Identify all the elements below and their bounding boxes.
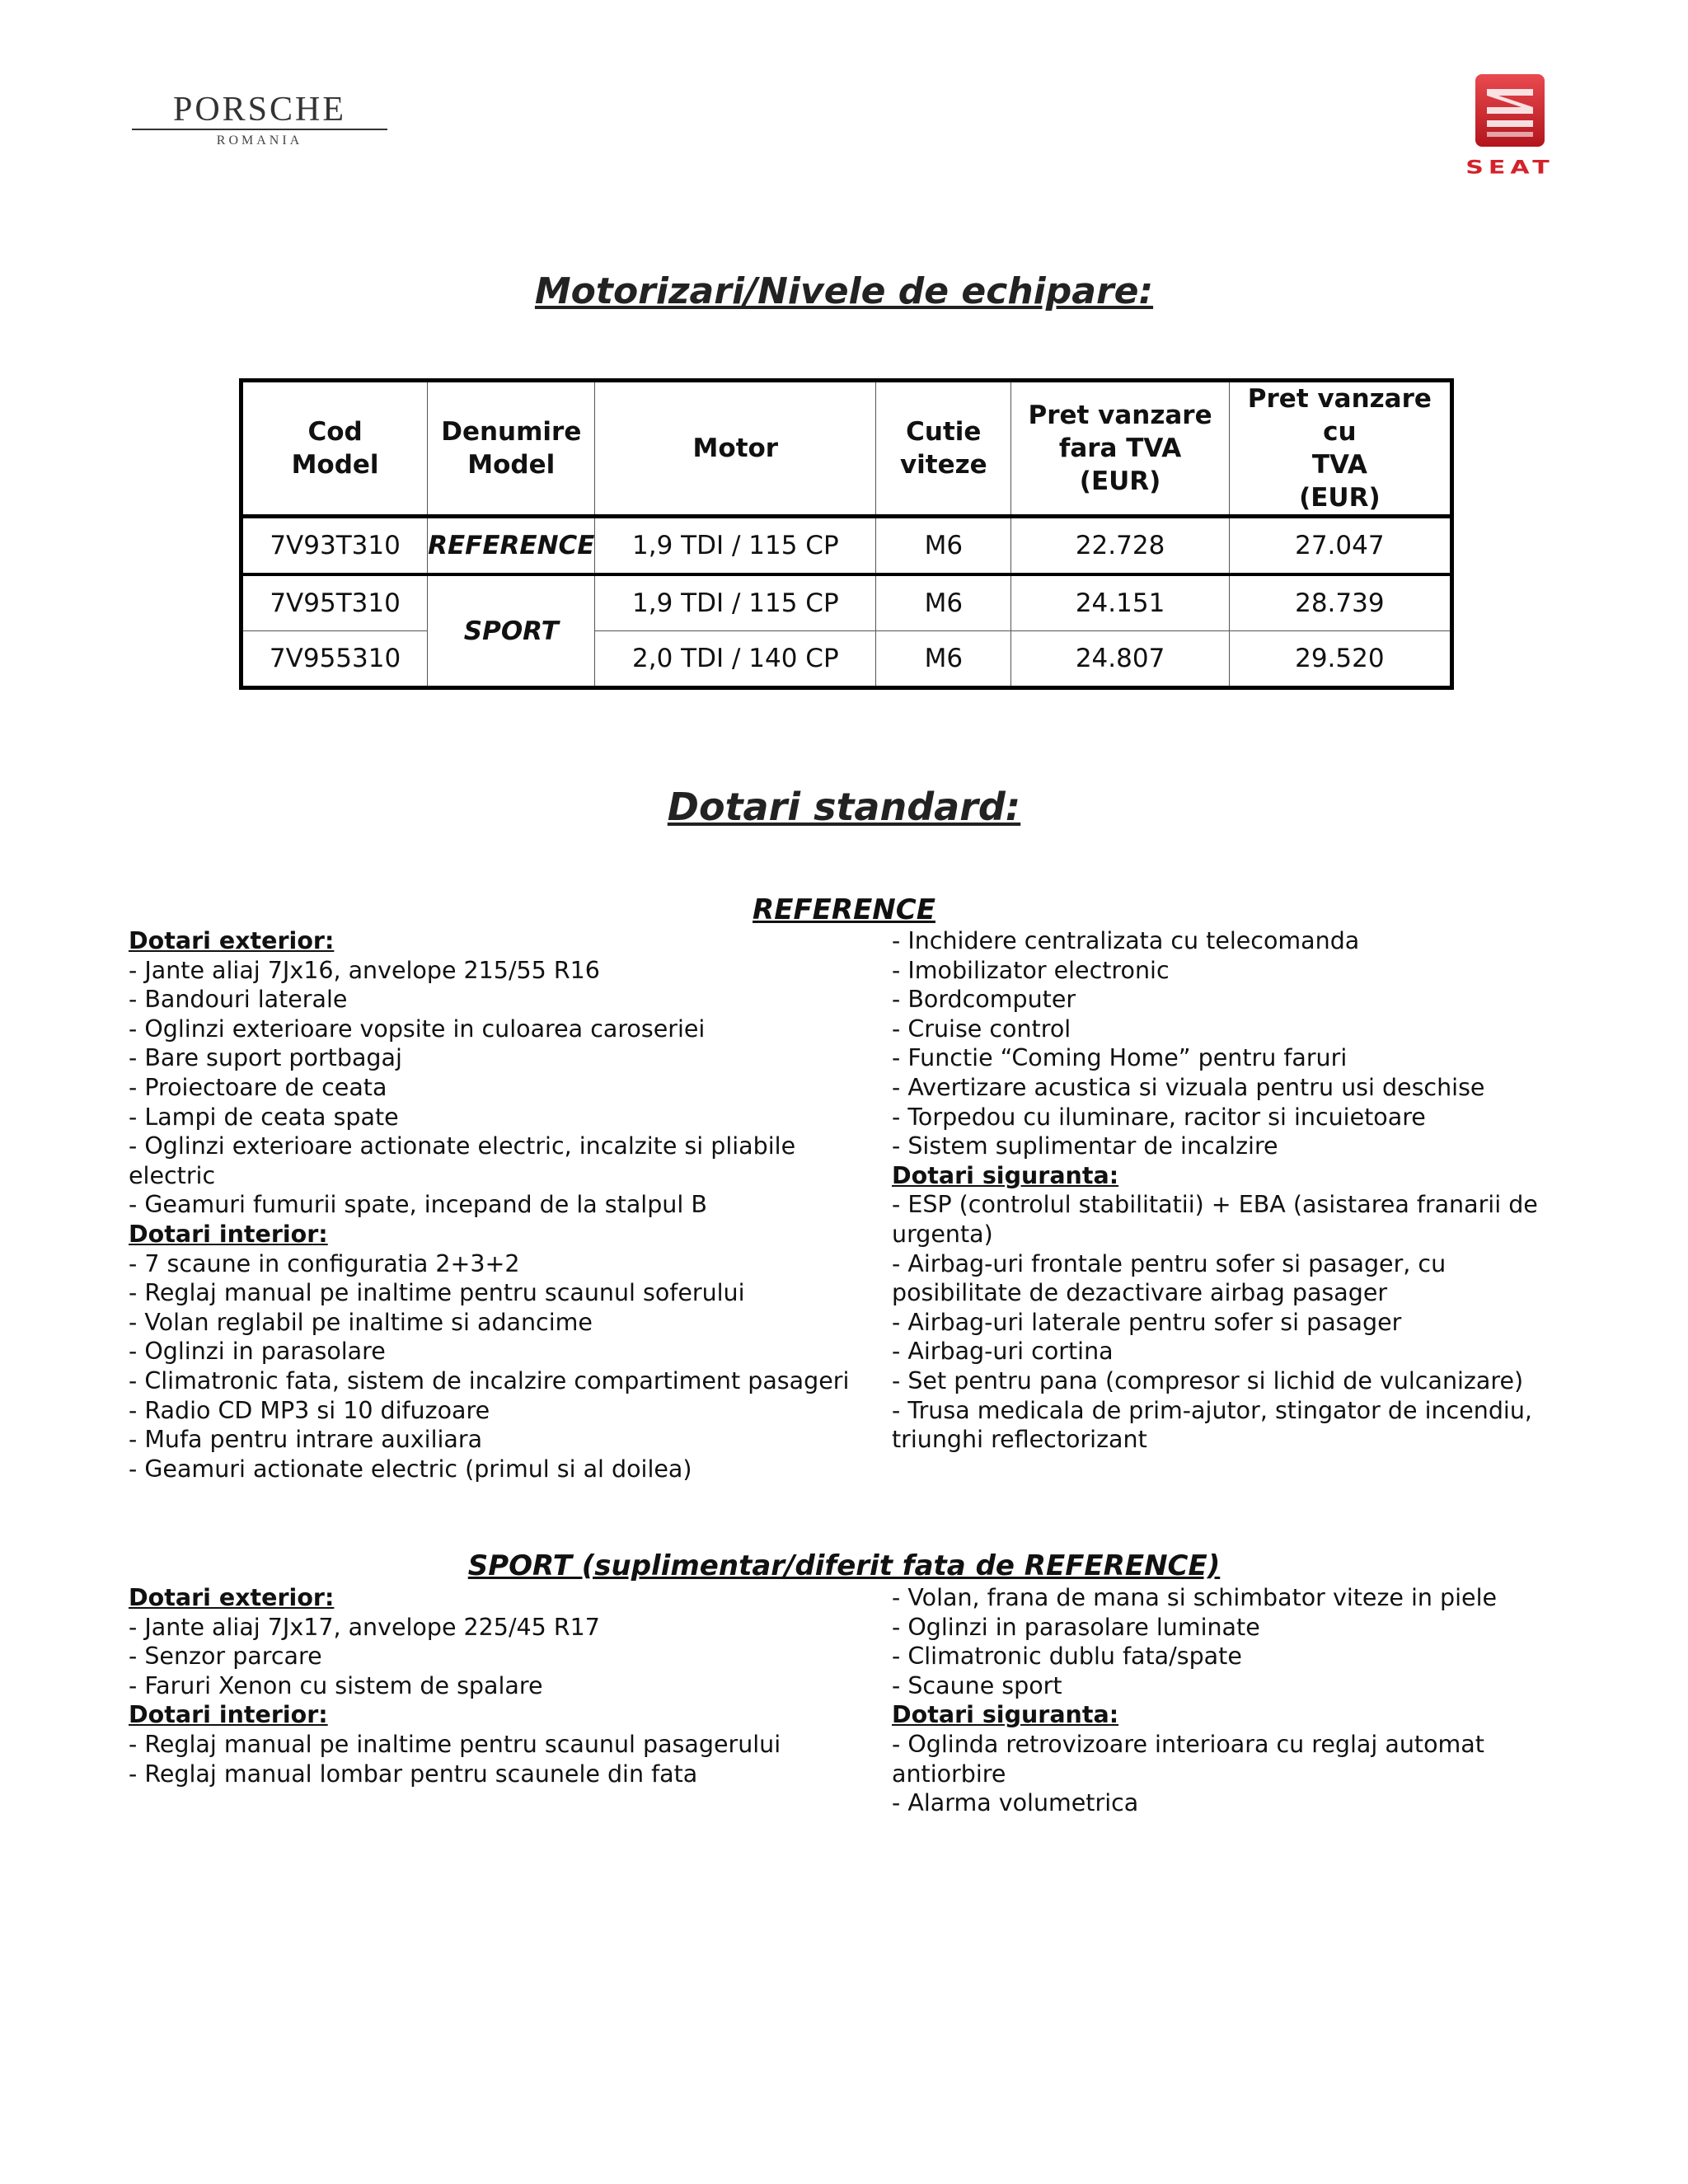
reference-right-column (892, 926, 1576, 1455)
equipment-item: - Bordcomputer (892, 986, 1076, 1014)
equipment-item: - Faruri Xenon cu sistem de spalare (129, 1671, 543, 1699)
table-row (241, 574, 1452, 631)
equipment-category-heading: Dotari interior: (129, 1701, 328, 1729)
seat-logo-word: SEAT (1465, 157, 1554, 179)
cell-denumire: SPORT (428, 574, 595, 688)
equipment-item: - Jante aliaj 7Jx16, anvelope 215/55 R16 (129, 956, 600, 984)
header-line: Cutie (906, 417, 982, 447)
header-line: (EUR) (1299, 483, 1381, 513)
equipment-item: - ESP (controlul stabilitatii) + EBA (asistarea franarii de urgenta) (892, 1191, 1538, 1248)
cell-pret-cu-tva: 27.047 (1229, 517, 1451, 575)
header-denumire-model (428, 381, 595, 517)
porsche-romania-logo (132, 92, 387, 148)
header-line: fara TVA (1058, 434, 1182, 463)
equipment-category-heading: Dotari exterior: (129, 1584, 335, 1611)
equipment-category-heading: Dotari siguranta: (892, 1161, 1119, 1189)
equipment-item: - Imobilizator electronic (892, 956, 1170, 984)
porsche-logo-word: PORSCHE (132, 92, 387, 130)
header-line: Model (467, 450, 556, 480)
cell-pret-cu-tva: 29.520 (1229, 631, 1451, 688)
reference-section-title: REFERENCE (753, 893, 935, 926)
table-header-row (241, 381, 1452, 517)
cell-pret-fara-tva: 24.807 (1011, 631, 1229, 688)
cell-cutie: M6 (876, 631, 1011, 688)
sport-right-column (892, 1583, 1576, 1818)
equipment-item: - Trusa medicala de prim-ajutor, stingator de incendiu, triunghi reflectorizant (892, 1396, 1532, 1454)
equipment-item: - Reglaj manual pe inaltime pentru scaunul soferului (129, 1279, 745, 1307)
header-pret-fara-tva (1011, 381, 1229, 517)
cell-pret-cu-tva: 28.739 (1229, 574, 1451, 631)
header-line: Model (291, 450, 379, 480)
header-motor (595, 381, 876, 517)
standard-equipment-title: Dotari standard: (667, 785, 1021, 829)
equipment-item: - Sistem suplimentar de incalzire (892, 1132, 1278, 1160)
equipment-item: - Climatronic dublu fata/spate (892, 1643, 1242, 1671)
equipment-item: - 7 scaune in configuratia 2+3+2 (129, 1249, 520, 1277)
header-pret-cu-tva (1229, 381, 1451, 517)
cell-pret-fara-tva: 22.728 (1011, 517, 1229, 575)
equipment-category-heading: Dotari siguranta: (892, 1701, 1119, 1729)
page-title: Motorizari/Nivele de echipare: (534, 270, 1154, 312)
equipment-item: - Torpedou cu iluminare, racitor si incuietoare (892, 1103, 1426, 1131)
header-line: viteze (899, 450, 987, 480)
cell-cod: 7V95T310 (241, 574, 428, 631)
seat-emblem-icon (1470, 71, 1550, 150)
header-cutie-viteze (876, 381, 1011, 517)
equipment-item: - Functie “Coming Home” pentru faruri (892, 1044, 1348, 1072)
equipment-item: - Volan, frana de mana si schimbator viteze in piele (892, 1584, 1498, 1611)
equipment-item: - Set pentru pana (compresor si lichid de vulcanizare) (892, 1366, 1524, 1394)
model-price-table (239, 378, 1454, 690)
equipment-item: - Senzor parcare (129, 1643, 322, 1671)
cell-cutie: M6 (876, 574, 1011, 631)
equipment-item: - Reglaj manual lombar pentru scaunele din fata (129, 1760, 698, 1788)
porsche-logo-sub: ROMANIA (216, 134, 303, 148)
header-line: Cod (307, 417, 363, 447)
equipment-item: - Volan reglabil pe inaltime si adancime (129, 1308, 593, 1336)
cell-cutie: M6 (876, 517, 1011, 575)
equipment-item: - Oglinzi in parasolare (129, 1338, 386, 1366)
header-line: TVA (1311, 450, 1367, 480)
equipment-item: - Airbag-uri cortina (892, 1338, 1114, 1366)
equipment-item: - Oglinda retrovizoare interioara cu reglaj automat antiorbire (892, 1730, 1484, 1788)
header-line: (EUR) (1079, 466, 1161, 496)
cell-cod: 7V93T310 (241, 517, 428, 575)
equipment-item: - Bandouri laterale (129, 986, 348, 1014)
equipment-category-heading: Dotari interior: (129, 1220, 328, 1248)
header-cod-model (241, 381, 428, 517)
header-line: Pret vanzare cu (1247, 384, 1432, 447)
equipment-item: - Oglinzi in parasolare luminate (892, 1613, 1260, 1641)
table-row (241, 631, 1452, 688)
cell-motor: 1,9 TDI / 115 CP (595, 574, 876, 631)
header-line: Pret vanzare (1028, 401, 1212, 430)
equipment-item: - Lampi de ceata spate (129, 1103, 399, 1131)
cell-motor: 1,9 TDI / 115 CP (595, 517, 876, 575)
equipment-item: - Bare suport portbagaj (129, 1044, 402, 1072)
equipment-item: - Radio CD MP3 si 10 difuzoare (129, 1396, 490, 1424)
cell-cod: 7V955310 (241, 631, 428, 688)
equipment-item: - Reglaj manual pe inaltime pentru scaunul pasagerului (129, 1730, 781, 1758)
equipment-item: - Airbag-uri laterale pentru sofer si pasager (892, 1308, 1402, 1336)
equipment-item: - Oglinzi exterioare actionate electric, incalzite si pliabile electric (129, 1132, 796, 1189)
equipment-item: - Scaune sport (892, 1671, 1062, 1699)
header-line: Denumire (441, 417, 582, 447)
equipment-item: - Oglinzi exterioare vopsite in culoarea caroseriei (129, 1015, 706, 1043)
cell-pret-fara-tva: 24.151 (1011, 574, 1229, 631)
cell-motor: 2,0 TDI / 140 CP (595, 631, 876, 688)
cell-denumire: REFERENCE (428, 517, 595, 575)
equipment-item: - Mufa pentru intrare auxiliara (129, 1426, 483, 1454)
equipment-item: - Alarma volumetrica (892, 1789, 1139, 1817)
seat-logo (1444, 71, 1576, 182)
equipment-item: - Jante aliaj 7Jx17, anvelope 225/45 R17 (129, 1613, 600, 1641)
header-line: Motor (692, 434, 779, 463)
equipment-item: - Geamuri fumurii spate, incepand de la stalpul B (129, 1191, 707, 1219)
equipment-item: - Airbag-uri frontale pentru sofer si pasager, cu posibilitate de dezactivare airbag pasager (892, 1249, 1447, 1307)
equipment-category-heading: Dotari exterior: (129, 927, 335, 954)
equipment-item: - Inchidere centralizata cu telecomanda (892, 927, 1360, 954)
equipment-item: - Cruise control (892, 1015, 1071, 1043)
reference-left-column (129, 926, 887, 1483)
sport-left-column (129, 1583, 887, 1788)
sport-section-title: SPORT (suplimentar/diferit fata de REFERENCE) (467, 1549, 1221, 1582)
table-row (241, 517, 1452, 575)
equipment-item: - Avertizare acustica si vizuala pentru usi deschise (892, 1073, 1485, 1101)
equipment-item: - Climatronic fata, sistem de incalzire compartiment pasageri (129, 1366, 850, 1394)
equipment-item: - Geamuri actionate electric (primul si al doilea) (129, 1455, 692, 1483)
equipment-item: - Proiectoare de ceata (129, 1073, 387, 1101)
